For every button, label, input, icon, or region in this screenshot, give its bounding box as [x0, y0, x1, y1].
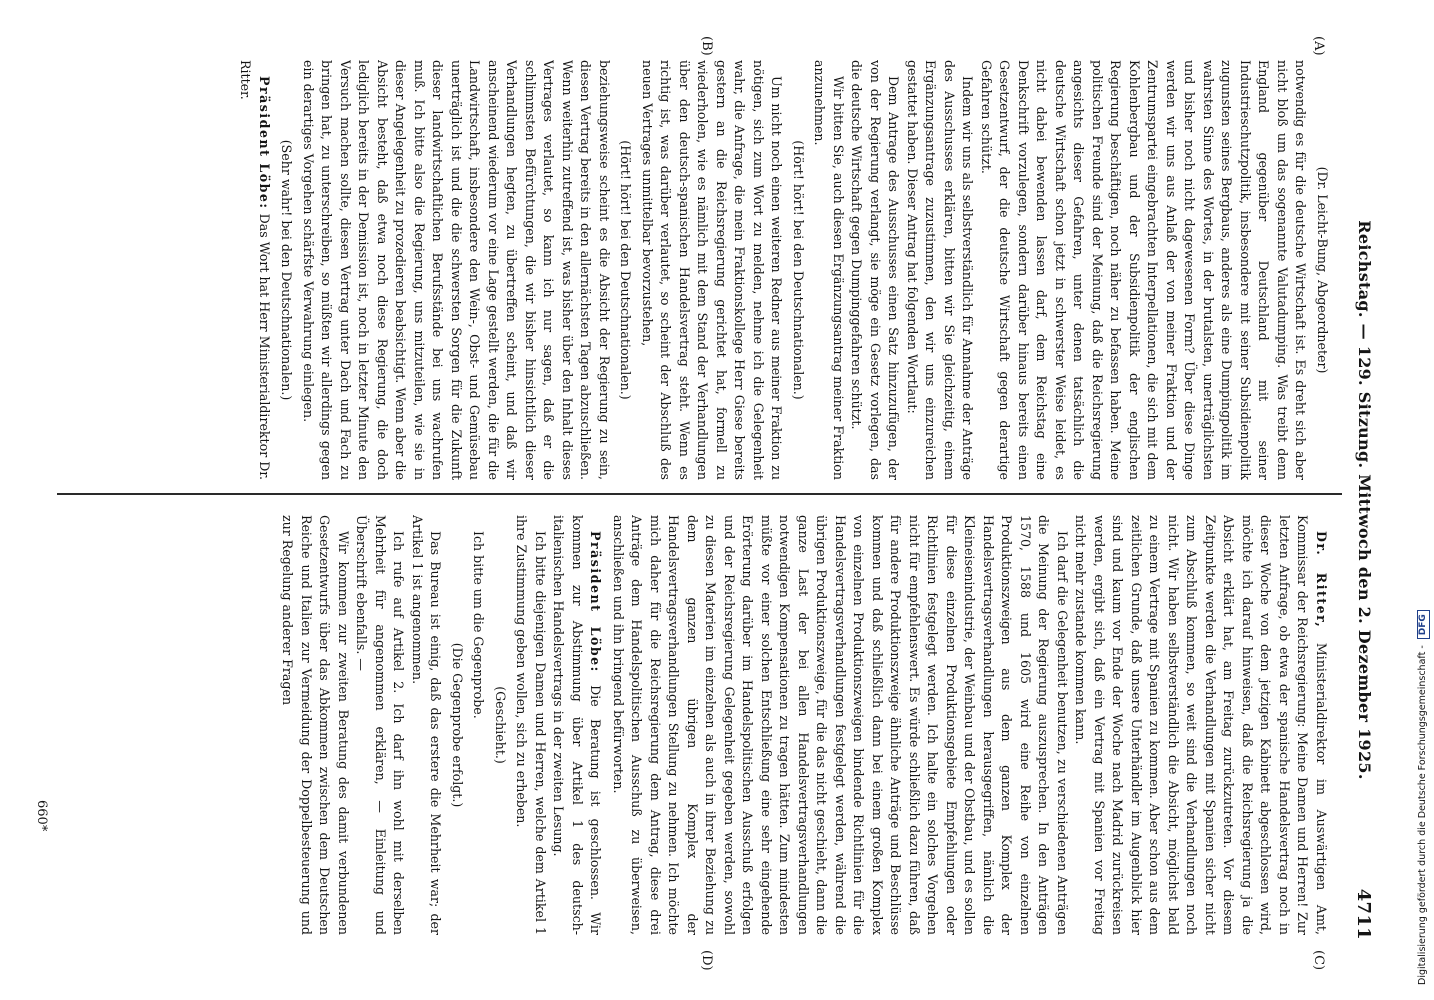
- speech-text: Das Wort hat Herr Ministerialdirektor Dr. Ritter.: [238, 60, 272, 480]
- speaker-paragraph: [549, 515, 605, 935]
- right-column: [64, 515, 1334, 935]
- sheet-number: 660*: [34, 800, 49, 832]
- speech-text: Ministerialdirektor im Auswärtigen Amt, Kommissar der Reichsregierung: Meine Damen und Herren! Zur letzten Anfrage, ob etwa der spanische Handelsvertrag noch in dieser Woche von dem jetzigen Kabinett abgeschlossen wird, möchte ich darauf hinweisen, daß die Reichsregierung ja die Absicht erklärt hat, am Freitag zurückzutreten. Vor diesem Zeitpunkte werden die Verhandlungen mit Spanien sicher nicht zum Abschluß kommen, so weit sind die Verhandlungen noch nicht. Wir haben selbstverständlich die Absicht, möglichst bald zu einem Vertrage mit Spanien zu kommen. Aber schon aus dem zeitlichen Grunde, daß unsere Unterhändler im Augenblick hier sind und kaum vor Ende der Woche nach Madrid zurückreisen werden, ergibt sich, daß ein Vertrag mit Spanien vor Freitag nicht mehr zustande kommen kann.: [1073, 515, 1329, 935]
- margin-marker-d: (D): [699, 950, 714, 971]
- body-paragraph: Das Bureau ist einig, daß das erstere die Mehrheit war; der Artikel 1 ist angenommen.: [410, 515, 444, 935]
- margin-marker-b: (B): [699, 36, 714, 56]
- digitization-credit: [1416, 0, 1430, 985]
- body-paragraph: Indem wir uns als selbstverständlich für Annahme der Anträge des Ausschusses erklären, bitten wir Sie gleichzeitig, einem Ergänzungsantrage zuzustimmen, den wir uns einzureichen gestattet haben. Dieser Antrag hat folgenden Wortlaut:: [905, 60, 976, 480]
- speech-text: Die Beratung ist geschlossen. Wir kommen zur Abstimmung über Artikel 1 des deutsch-italienischen Handelsvertrags in der zweiten Lesung.: [551, 515, 604, 935]
- page-number: 4711: [1353, 888, 1374, 940]
- interjection: (Hört! hört! bei den Deutschnationalen.): [791, 140, 806, 400]
- session-title: Reichstag. — 129. Sitzung. Mittwoch den 2. Dezember 1925.: [1355, 220, 1374, 780]
- body-paragraph: Dem Antrage des Ausschusses einen Satz hinzuzufügen, der von der Regierung verlangt, sie möge ein Gesetz vorlegen, das die deutsche Wirtschaft gegen Dumpinggefahren schützt.: [849, 60, 902, 480]
- margin-marker-a: (A): [1311, 36, 1326, 56]
- interjection: (Sehr wahr! bei den Deutschnationalen.): [279, 139, 295, 401]
- interjection: (Die Gegenprobe erfolgt.): [450, 642, 465, 808]
- speaker-name: Dr. Ritter,: [1314, 531, 1329, 629]
- speaker-paragraph: [236, 60, 273, 480]
- body-paragraph: Ich bitte um die Gegenprobe.: [471, 531, 487, 719]
- interjection: (Hört! hört! bei den Deutschnationalen.): [618, 140, 634, 400]
- margin-marker-c: (C): [1311, 950, 1326, 971]
- speaker-continuation: (Dr. Leicht-Bung, Abgeordneter): [1315, 166, 1330, 374]
- body-paragraph: beziehungsweise scheint es die Absicht der Regierung zu sein, diesen Vertrag bereits in den allernächsten Tagen abzuschließen. Wenn weiterhin zutreffend ist, was bisher über den Inhalt dieses Vertrages verlautet, so kann ich nur sagen, daß er die schlimmsten Befürchtungen, die wir bisher hinsichtlich dieser Verhandlungen hegten, zu übertreffen scheint, und daß wir anscheinend wiederum vor eine Lage gestellt werden, die für die Landwirtschaft, insbesondere den Wein-, Obst- und Gemüsebau unerträglich ist und die die schwersten Sorgen für die Zukunft dieser landwirtschaftlichen Berufsstände bei uns wachrufen muß. Ich bitte also die Regierung, uns mitzuteilen, wie sie in dieser Angelegenheit zu prozedieren beabsichtigt. Wenn aber die Absicht besteht, daß etwa noch diese Regierung, die doch lediglich bereits in der Demission ist, noch in letzter Minute den Versuch machen sollte, diesen Vertrag unter Dach und Fach zu bringen hat, zu unterschreiben, so müßten wir allerdings gegen ein derartiges Vorgehen schärfste Verwahrung einlegen.: [301, 60, 612, 480]
- column-divider: [57, 493, 1342, 495]
- body-paragraph: Ich bitte diejenigen Damen und Herren, welche dem Artikel 1 ihre Zustimmung geben wollen, sich zu erheben.: [514, 515, 548, 935]
- credit-text: Digitalisierung gefördert durch die Deutsche Forschungsgemeinschaft -: [1417, 645, 1428, 985]
- speaker-name: Präsident Löbe:: [257, 76, 272, 210]
- speaker-paragraph: [1071, 515, 1330, 935]
- dfg-logo-icon: DFG: [1417, 610, 1430, 639]
- body-paragraph: Wir bitten Sie, auch diesen Ergänzungsantrag meiner Fraktion anzunehmen.: [812, 60, 846, 480]
- body-paragraph: Um nicht noch einen weiteren Redner aus meiner Fraktion zu nötigen, sich zum Wort zu melden, nehme ich die Gelegenheit wahr, die Anfrage, die mein Fraktionskollege Herr Giese bereits gestern an die Reichsregierung gerichtet hat, formell zu wiederholen, wie es nämlich mit dem Stand der Verhandlungen über den deutsch-spanischen Handelsvertrag steht. Wenn es richtig ist, was darüber verlautet, so scheint der Abschluß des neuen Vertrages unmittelbar bevorzustehen,: [640, 60, 785, 480]
- body-paragraph: Ich darf die Gelegenheit benutzen, zu verschiedenen Anträgen die Meinung der Regierung auszusprechen. In den Anträgen 1570, 1588 und 1605 wird eine Reihe von einzelnen Produktionszweigen aus dem ganzen Komplex der Handelsvertragsverhandlungen herausgegriffen, nämlich die Kleineisenindustrie, der Weinbau und der Obstbau, und es sollen für diese einzelnen Produktionsgebiete Empfehlungen oder Richtlinien festgelegt werden. Ich halte ein solches Vorgehen nicht für empfehlenswert. Es würde schließlich dazu führen, daß für andere Produktionszweige ähnliche Anträge und Beschlüsse kommen und daß schließlich dann bei einem großen Komplex von einzelnen Produktionszweigen bindende Richtlinien für die Handelsvertragsverhandlungen festgelegt werden, während die übrigen Produktionszweige, für die das nicht geschieht, dann die ganze Last der bei allen Handelsvertragsverhandlungen notwendigen Kompensationen zu tragen hätten. Zum mindesten müßte vor einer solchen Entschließung eine sehr eingehende Erörterung darüber im Handelspolitischen Ausschuß erfolgen und der Reichsregierung Gelegenheit gegeben werden, sowohl zu diesen Materien im einzelnen als auch in ihrer Beziehung zu dem ganzen übrigen Komplex der Handelsvertragsverhandlungen Stellung zu nehmen. Ich möchte mich daher für die Reichsregierung dem Antrag, diese drei Anträge dem Handelspolitischen Ausschuß zu überweisen, anschließen und ihn bringend befürworten.: [611, 515, 1070, 935]
- left-column: [64, 60, 1334, 480]
- page-header: [1344, 60, 1374, 940]
- body-paragraph: Wir kommen zur zweiten Beratung des damit verbundenen Gesetzentwurfs über das Abkommen zwischen dem Deutschen Reiche und Italien zur Vermeidung der Doppelbesteuerung und zur Regelung anderer Fragen: [280, 515, 351, 935]
- body-paragraph: Ich rufe auf Artikel 2. Ich darf ihn wohl mit derselben Mehrheit für angenommen erklären, — Einleitung und Überschrift ebenfalls. —: [354, 515, 407, 935]
- speaker-name: Präsident Löbe:: [588, 531, 604, 673]
- body-paragraph: notwendig es für die deutsche Wirtschaft ist. Es dreht sich aber nicht bloß um das sogenannte Valutadumping. Was treibt denn England gegenüber Deutschland mit seiner Industrieschutzpolitik, insbesondere mit seiner Subsidienpolitik zugunsten seines Bergbaus, anderes als eine Dumpingpolitik im wahrsten Sinne des Wortes, in der brutalsten, unerträglichsten und bisher noch nicht dagewesenen Form? Über diese Dinge werden wir uns aus Anlaß der von meiner Fraktion und der Zentrumspartei eingebrachten Interpellationen, die sich mit dem Kohlenbergbau und der Subsidienpolitik der englischen Regierung beschäftigen, noch näher zu befassen haben. Meine politischen Freunde sind der Meinung, daß die Reichsregierung angesichts dieser Gefahren, unter denen tatsächlich die deutsche Wirtschaft schon jetzt in schwerster Weise leidet, es nicht dabei bewenden lassen darf, dem Reichstag eine Denkschrift vorzulegen, sondern darüber hinaus bereits einen Gesetzentwurf, der die deutsche Wirtschaft gegen derartige Gefahren schützt.: [979, 60, 1309, 480]
- interjection: (Geschieht.): [493, 686, 508, 764]
